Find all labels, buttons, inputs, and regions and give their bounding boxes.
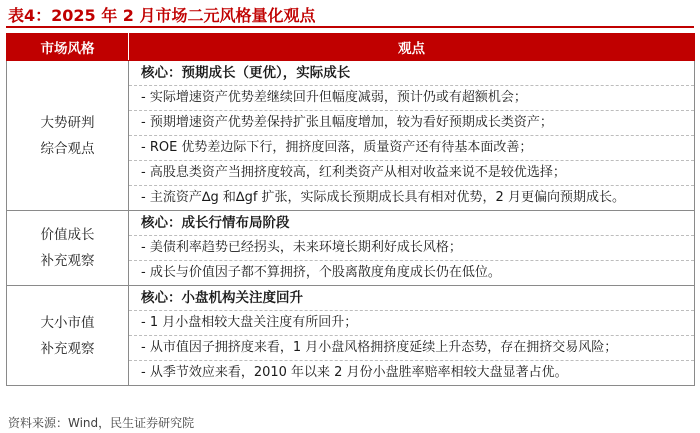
header-market-style: 市场风格	[7, 34, 129, 61]
view-bullet: - 成长与价值因子都不算拥挤，个股离散度角度成长仍在低位。	[141, 265, 501, 280]
market-style-table	[6, 33, 695, 386]
row-label	[7, 61, 129, 211]
row-viewpoint	[129, 211, 695, 286]
view-bullet: - 实际增速资产优势差继续回升但幅度减弱，预计仍或有超额机会；	[129, 86, 694, 111]
view-bullet: - 主流资产∆g 和∆gf 扩张，实际成长预期成长具有相对优势，2 月更偏向预期成长。	[141, 190, 625, 205]
row-label-line: 补充观察	[40, 340, 95, 357]
view-bullet: - 1 月小盘相较大盘关注度有所回升；	[129, 311, 694, 336]
view-bullet: - 美债利率趋势已经拐头，未来环境长期利好成长风格；	[129, 236, 694, 261]
title-divider	[6, 26, 694, 28]
row-viewpoint	[129, 61, 695, 211]
row-label-line: 补充观察	[40, 253, 95, 269]
table-title: 表4：2025 年 2 月市场二元风格量化观点	[8, 6, 316, 25]
table-header-row	[7, 34, 695, 61]
table-row	[7, 61, 695, 211]
table-row	[7, 286, 695, 386]
view-bullet: - ROE 优势差边际下行，拥挤度回落，质量资产还有待基本面改善；	[129, 136, 694, 161]
view-bullet: - 预期增速资产优势差保持扩张且幅度增加，较为看好预期成长类资产；	[129, 111, 694, 136]
table-row	[7, 211, 695, 286]
row-label-line: 价值成长	[40, 227, 95, 243]
view-bullet: - 从季节效应来看，2010 年以来 2 月份小盘胜率赔率相较大盘显著占优。	[141, 365, 568, 380]
core-view: 核心：小盘机构关注度回升	[129, 286, 694, 311]
row-label	[7, 211, 129, 286]
row-label-line: 大小市值	[40, 314, 95, 331]
row-label-line: 大势研判	[40, 114, 95, 131]
header-viewpoint: 观点	[129, 34, 695, 61]
row-label-line: 综合观点	[40, 140, 95, 157]
view-bullet: - 高股息类资产当拥挤度较高，红利类资产从相对收益来说不是较优选择；	[129, 161, 694, 186]
row-viewpoint	[129, 286, 695, 386]
view-bullet: - 从市值因子拥挤度来看，1 月小盘风格拥挤度延续上升态势，存在拥挤交易风险；	[129, 336, 694, 361]
core-view: 核心：成长行情布局阶段	[129, 211, 694, 236]
row-label	[7, 286, 129, 386]
core-view: 核心：预期成长（更优），实际成长	[129, 61, 694, 86]
source-note: 资料来源：Wind，民生证券研究院	[8, 416, 195, 430]
